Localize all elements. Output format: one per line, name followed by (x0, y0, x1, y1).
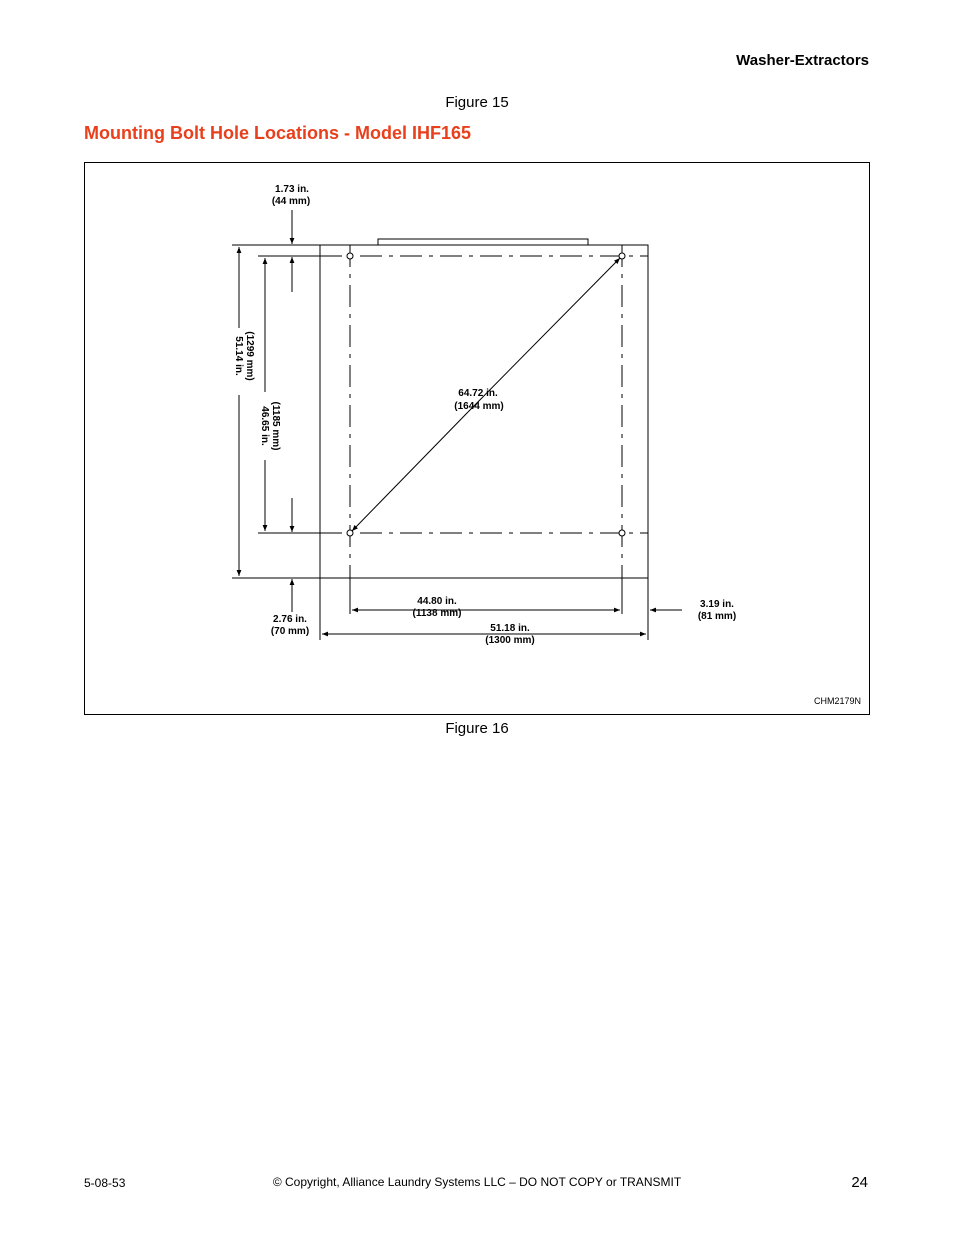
dim-label: 64.72 in. (458, 388, 498, 399)
running-header: Washer-Extractors (736, 52, 869, 69)
dim-overall-depth (233, 331, 255, 380)
dim-bolt-depth (259, 402, 281, 451)
dim-label: (1138 mm) (412, 608, 462, 619)
machine-top-tab (378, 239, 588, 245)
dim-label: (1299 mm) (244, 331, 255, 381)
page-number: 24 (851, 1174, 868, 1191)
dim-bottom-offset (271, 614, 309, 637)
drawing-code: CHM2179N (813, 696, 861, 706)
section-title: Mounting Bolt Hole Locations - Model IHF165 (84, 123, 471, 143)
dim-label: 44.80 in. (417, 596, 457, 607)
copyright-notice: © Copyright, Alliance Laundry Systems LLC – DO NOT COPY or TRANSMIT (272, 1175, 682, 1189)
doc-number: 5-08-53 (84, 1176, 126, 1190)
dim-label: 46.65 in. (259, 406, 270, 446)
dim-label: (1185 mm) (270, 401, 281, 451)
dim-label: (81 mm) (697, 611, 737, 622)
figure-caption-15: Figure 15 (445, 94, 509, 111)
dim-label: (44 mm) (271, 196, 311, 207)
dim-label: (1300 mm) (485, 635, 535, 646)
dim-diagonal (454, 388, 503, 412)
dim-label: (70 mm) (270, 626, 310, 637)
dim-label: 2.76 in. (273, 614, 307, 625)
bolt-hole (619, 530, 625, 536)
dim-side-offset (698, 599, 736, 622)
dim-bolt-width (413, 596, 462, 619)
dim-top-offset (272, 184, 310, 207)
bolt-hole (347, 253, 353, 259)
dim-overall-width (485, 623, 534, 646)
dim-label: 51.14 in. (233, 336, 244, 376)
dim-label: (1644 mm) (454, 401, 504, 412)
dim-label: 1.73 in. (275, 184, 309, 195)
figure-caption-16: Figure 16 (445, 720, 509, 737)
dim-label: 3.19 in. (700, 599, 734, 610)
dim-label: 51.18 in. (490, 623, 530, 634)
